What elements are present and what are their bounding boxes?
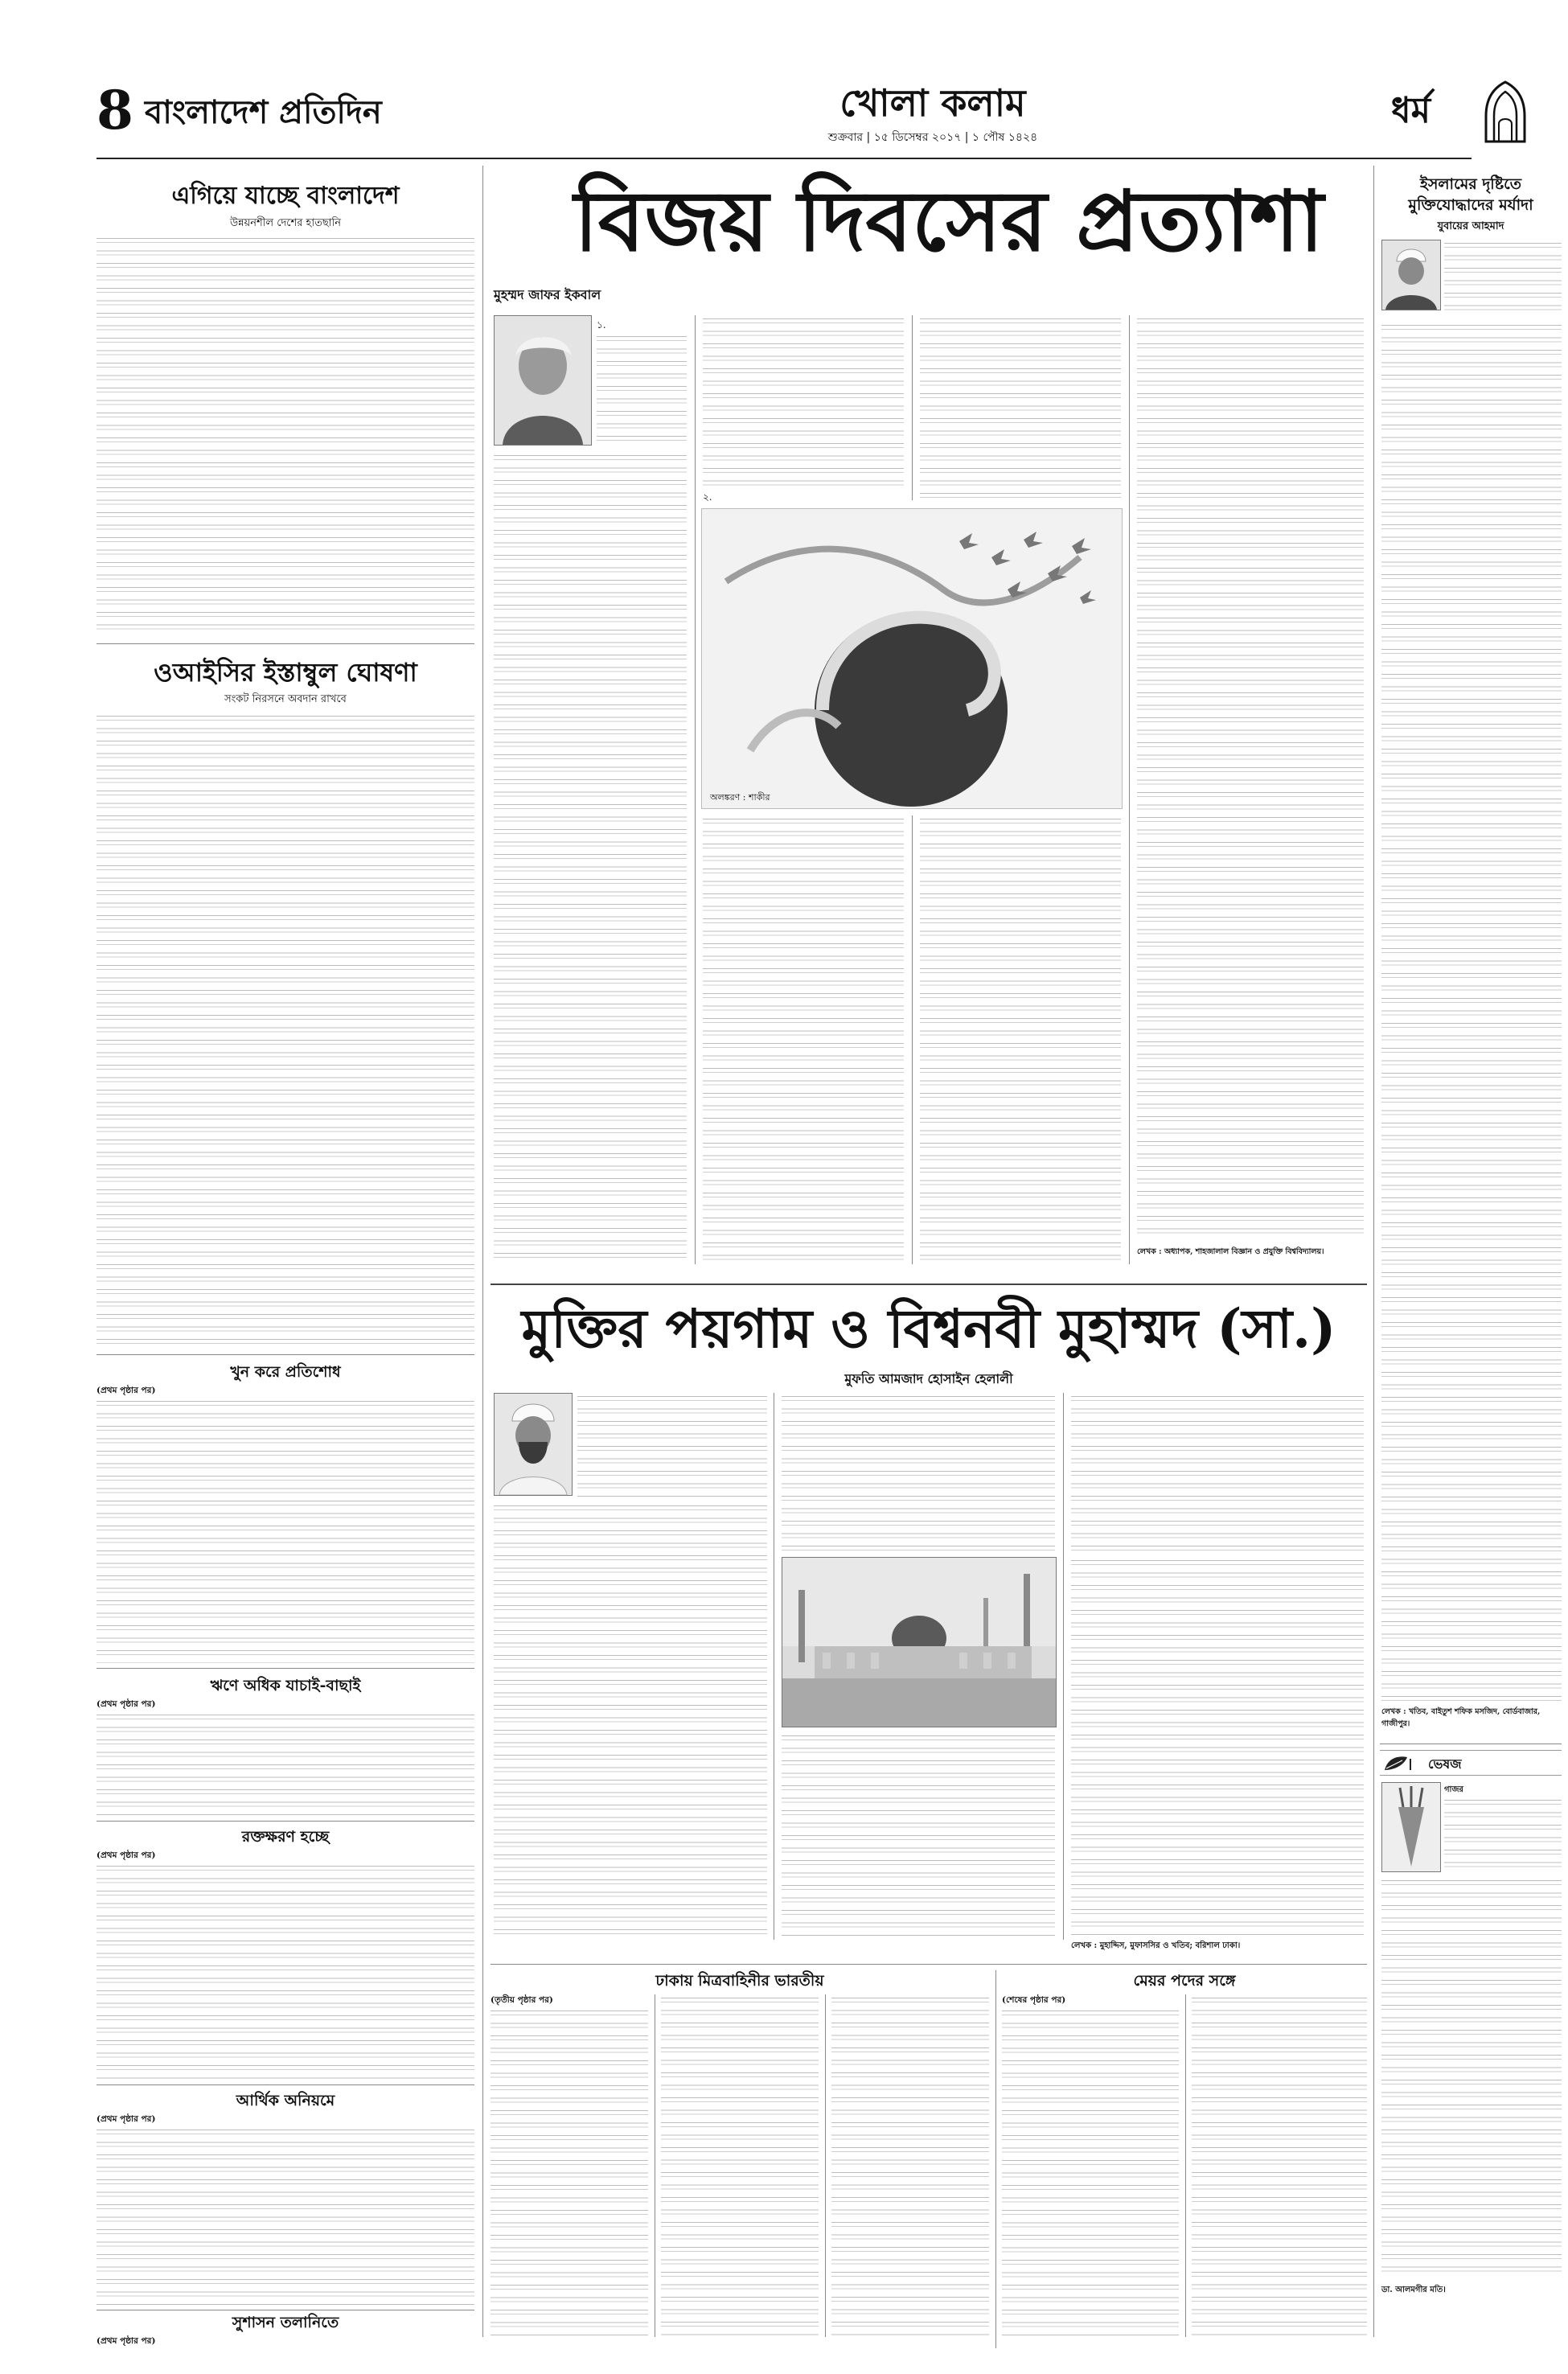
continuation-label: (তৃতীয় পৃষ্ঠার পর) <box>491 1995 553 2005</box>
divider <box>96 1354 474 1355</box>
victory-day-artwork-icon <box>702 509 1122 808</box>
article-title: ঢাকায় মিত্রবাহিনীর ভারতীয় <box>655 1972 824 1990</box>
column-divider <box>1373 166 1374 2337</box>
article-body <box>577 1393 767 1497</box>
mosque-photo <box>782 1557 1057 1727</box>
carrot-icon <box>1382 1783 1440 1871</box>
continuation-label: (প্রথম পৃষ্ঠার পর) <box>96 1699 156 1709</box>
article-author: যুবায়ের আহমাদ <box>1437 220 1504 232</box>
right-column <box>1380 166 1565 2337</box>
brand-name: বাংলাদেশ প্রতিদিন <box>145 93 382 131</box>
article-body <box>703 815 904 1264</box>
column-divider <box>912 315 913 500</box>
header-rule <box>96 158 1472 159</box>
column-divider <box>1129 315 1130 1264</box>
divider <box>96 2084 474 2085</box>
author-photo <box>494 315 592 446</box>
article-title: মেয়র পদের সঙ্গে <box>1133 1972 1236 1990</box>
article-body <box>1381 1877 1562 2279</box>
article-body <box>920 815 1121 1264</box>
leaf-icon <box>1383 1754 1414 1772</box>
continuation-label: (প্রথম পৃষ্ঠার পর) <box>96 2336 156 2346</box>
article-body <box>1444 1797 1562 1874</box>
article-body <box>920 315 1121 500</box>
column-divider <box>1185 1994 1186 2337</box>
page-number: 8 <box>96 79 133 142</box>
article-body <box>1444 240 1562 317</box>
author-photo <box>494 1393 573 1496</box>
article-body <box>831 1994 989 2337</box>
herbal-title: ভেষজ <box>1428 1756 1462 1772</box>
article-body <box>96 235 474 637</box>
article-title: ওআইসির ইস্তাম্বুল ঘোষণা <box>154 657 417 688</box>
person-silhouette-icon <box>495 1394 572 1495</box>
column-divider <box>695 315 696 1264</box>
column-divider <box>825 1994 826 2337</box>
article-body <box>1137 315 1364 1240</box>
continuation-label: (প্রথম পৃষ্ঠার পর) <box>96 2114 156 2124</box>
article-title: খুন করে প্রতিশোধ <box>230 1363 341 1381</box>
divider <box>491 1284 1367 1285</box>
article-body <box>1381 322 1562 1703</box>
carrot-photo <box>1381 1782 1441 1872</box>
feature-author: মুফতি আমজাদ হোসাইন হেলালী <box>844 1371 1013 1386</box>
column-divider <box>482 166 483 2337</box>
continuation-label: (প্রথম পৃষ্ঠার পর) <box>96 1850 156 1860</box>
person-silhouette-icon <box>1382 240 1440 310</box>
column-divider <box>995 1970 996 2348</box>
article-body <box>96 2126 474 2305</box>
continuation-label: (প্রথম পৃষ্ঠার পর) <box>96 1386 156 1395</box>
article-body <box>96 713 474 1348</box>
divider <box>96 643 474 644</box>
article-body <box>597 333 687 447</box>
article-body <box>703 315 904 489</box>
bottom-article <box>491 1970 989 2356</box>
article-body <box>782 1732 1055 1938</box>
article-body <box>491 2007 648 2337</box>
lead-article <box>491 166 1367 1284</box>
section-right-label: ধর্ম <box>1391 90 1431 131</box>
left-column <box>96 166 474 2346</box>
article-body <box>1071 1557 1364 1935</box>
article-title: ইসলামের দৃষ্টিতে মুক্তিযোদ্ধাদের মর্যাদা <box>1408 175 1533 214</box>
continuation-label: (শেষের পৃষ্ঠার পর) <box>1002 1995 1066 2005</box>
article-body <box>661 1994 819 2337</box>
article-body <box>494 1502 767 1937</box>
mosque-icon <box>1481 80 1529 143</box>
author-note: লেখক : খতিব, বাইতুশ শফিক মসজিদ, বোর্ডবাজার, গাজীপুর। <box>1381 1707 1541 1728</box>
section-number: ১. <box>597 319 606 331</box>
column-divider <box>1063 1393 1064 1940</box>
section-number: ২. <box>703 491 712 503</box>
article-subtitle: সংকট নিরসনে অবদান রাখবে <box>224 693 347 705</box>
herbal-item-label: গাজর <box>1444 1785 1463 1794</box>
feature-article <box>491 1292 1367 1959</box>
lead-author: মুহম্মদ জাফর ইকবাল <box>494 287 601 302</box>
column-divider <box>912 815 913 1264</box>
article-body <box>782 1393 1055 1550</box>
person-silhouette-icon <box>495 316 591 445</box>
article-body <box>1002 2007 1179 2337</box>
divider <box>96 1821 474 1822</box>
article-title: রক্তক্ষরণ হচ্ছে <box>241 1828 330 1846</box>
mosque-photo-icon <box>782 1558 1056 1727</box>
lead-title: বিজয় দিবসের প্রত্যাশা <box>573 171 1324 270</box>
author-note: লেখক : অধ্যাপক, শাহজালাল বিজ্ঞান ও প্রযুক্তি বিশ্ববিদ্যালয়। <box>1137 1247 1324 1256</box>
page-header <box>96 77 1568 166</box>
divider <box>96 1668 474 1669</box>
author-photo <box>1381 240 1441 310</box>
article-title: এগিয়ে যাচ্ছে বাংলাদেশ <box>171 182 400 210</box>
article-title: ঋণে অধিক যাচাই-বাছাই <box>210 1677 361 1694</box>
article-subtitle: উন্নয়নশীল দেশের হাতছানি <box>230 217 341 229</box>
herbal-header <box>1380 1750 1562 1776</box>
article-body <box>1192 1994 1367 2337</box>
article-body <box>1071 1393 1364 1550</box>
article-body <box>96 1863 474 2080</box>
divider <box>491 1964 1367 1965</box>
bottom-article <box>1002 1970 1367 2356</box>
feature-title: মুক্তির পয়গাম ও বিশ্বনবী মুহাম্মদ (সা.) <box>521 1297 1336 1360</box>
section-title: খোলা কলাম <box>839 81 1026 125</box>
article-body <box>494 452 687 1264</box>
author-note: ডা. আলমগীর মতি। <box>1381 2286 1446 2294</box>
article-body <box>96 1398 474 1663</box>
author-note: লেখক : মুহাদ্দিস, মুফাসসির ও খতিব; বরিশাল ঢাকা। <box>1071 1941 1241 1950</box>
date-line: শুক্রবার | ১৫ ডিসেম্বর ২০১৭ | ১ পৌষ ১৪২৪ <box>827 131 1038 144</box>
illustration <box>701 508 1123 809</box>
article-title: আর্থিক অনিয়মে <box>236 2092 335 2109</box>
illustration-credit: অলঙ্করণ : শাকীর <box>708 791 772 806</box>
article-title: সুশাসন তলানিতে <box>232 2314 339 2331</box>
article-body <box>96 1711 474 1816</box>
